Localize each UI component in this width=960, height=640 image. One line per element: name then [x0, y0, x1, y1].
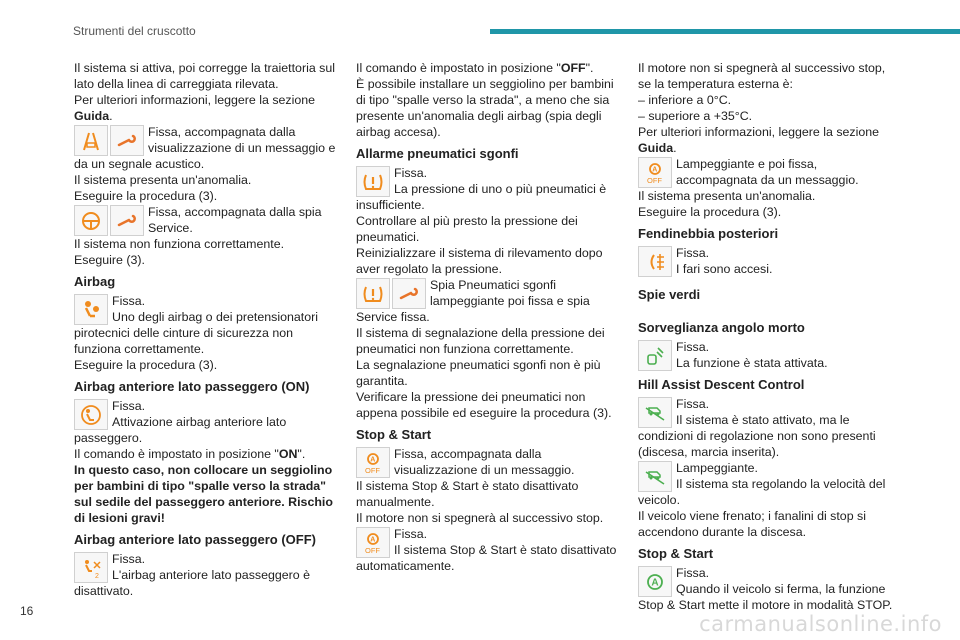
tyre-heading: Allarme pneumatici sgonfi — [356, 146, 519, 161]
passenger-airbag-off-icon — [74, 552, 108, 583]
green-lights-heading: Spie verdi — [638, 287, 701, 302]
more-info: Per ulteriori informazioni, leggere la sezione Guida. — [638, 125, 880, 155]
svg-text:A: A — [370, 536, 376, 543]
rear-fog-entry: Fissa. I fari sono accesi. — [638, 245, 900, 277]
svg-text:A: A — [370, 456, 376, 463]
lane-intro: Il sistema si attiva, poi corregge la traiettoria sul lato della linea di carreggiata rilevata. — [74, 61, 336, 91]
tyre-fault-entry: Spia Pneumatici sgonfi lampeggiante poi fissa e spia Service fissa. — [356, 278, 590, 324]
steering-wheel-icon — [74, 205, 108, 236]
stop-start-off-icon — [638, 157, 672, 188]
svg-text:A: A — [651, 577, 659, 588]
blind-spot-icon — [638, 340, 672, 371]
stop-start-off-icon — [356, 527, 390, 558]
airbag-icon — [74, 294, 108, 325]
lane-service-entry: Fissa, accompagnata dalla spia Service. — [74, 204, 336, 236]
header-accent-bar — [490, 29, 960, 34]
service-wrench-icon — [392, 278, 426, 309]
lane-departure-icon — [74, 125, 108, 156]
hadc-active-entry: Fissa. Il sistema è stato attivato, ma le condizioni di regolazione non sono presenti (discesa, marcia inserita). — [638, 397, 876, 459]
blind-spot-entry: Fissa. La funzione è stata attivata. — [638, 339, 900, 371]
watermark: carmanualsonline.info — [699, 612, 942, 636]
stop-start-off-icon — [356, 447, 390, 478]
airbag-on-entry: Fissa. Attivazione airbag anteriore lato passeggero. — [74, 399, 287, 445]
off-command: Il comando è impostato in posizione "OFF". — [356, 61, 594, 75]
hill-descent-icon — [638, 461, 672, 492]
section-title: Strumenti del cruscotto — [73, 24, 196, 38]
stop-start-fault-entry: A OFF Lampeggiante e poi fissa, accompagnata da un messaggio. — [638, 156, 900, 188]
rear-fog-heading: Fendinebbia posteriori — [638, 226, 779, 241]
blind-spot-heading: Sorveglianza angolo morto — [638, 320, 805, 335]
service-wrench-icon — [110, 205, 144, 236]
hill-descent-icon — [638, 397, 672, 428]
column-3: Il motore non si spegnerà al successivo stop, se la temperatura esterna è: – inferiore a 0°C. – superiore a +35°C. Per ulteriori informazioni, leggere la sezione Guida. A OFF Lampeggiante e poi fissa, accompagnata da un messaggio. Il sistema presenta un'anomalia. Eseguire la procedura (3). Fendinebbia posteriori Fissa. I fari sono accesi. Spie verdi Sorveglianza angolo morto Fissa. La funzione è stata attivata. Hill Assist Descent Control Fissa. Il sistema è stato attivato, ma le condizioni di regolazione non sono presenti (discesa, marcia inserita). Lampeggiante. Il sistema sta regolando la velocità del veicolo. Il veicolo viene frenato; i fanalini di stop si accendono durante la discesa. Stop & Start A Fissa. Quando il veicolo si ferma, la funzione Stop & Start mette il motore in modalità STOP. — [638, 60, 900, 613]
tyre-entry: Fissa. La pressione di uno o più pneumatici è insufficiente. — [356, 166, 607, 212]
svg-text:OFF: OFF — [647, 175, 662, 184]
hadc-heading: Hill Assist Descent Control — [638, 377, 805, 392]
more-info: Per ulteriori informazioni, leggere la sezione Guida. — [74, 93, 316, 123]
stop-start-auto-entry: A OFF Fissa. Il sistema Stop & Start è stato disattivato automaticamente. — [356, 527, 617, 573]
page-header — [0, 0, 960, 40]
airbag-on-heading: Airbag anteriore lato passeggero (ON) — [74, 379, 310, 394]
svg-text:A: A — [652, 166, 658, 173]
column-1: Il sistema si attiva, poi corregge la traiettoria sul lato della linea di carreggiata rilevata. Per ulteriori informazioni, leggere la sezione Guida. Fissa, accompagnata dalla visualizzazione di un messaggio e da un segnale acustico. Il sistema presenta un'anomalia. Eseguire la procedura (3). Fissa, accompagnata dalla spia Service. Il sistema non funziona correttamente. Eseguire (3). Airbag Fissa. Uno degli airbag o dei pretensionatori pirotecnici delle cinture di sicurezza non funziona correttamente. Eseguire la procedura (3). Airbag anteriore lato passeggero (ON) Fissa. Attivazione airbag anteriore lato passeggero. Il comando è impostato in posizione "ON". In questo caso, non collocare un seggiolino per bambini di tipo "spalle verso la strada" sul sedile del passeggero anteriore. Rischio di lesioni gravi! Airbag anteriore lato passeggero (OFF) 2 Fissa. L'airbag anteriore lato passeggero è disattivato. — [74, 61, 336, 598]
stop-start-green-heading: Stop & Start — [638, 546, 714, 561]
stop-start-heading: Stop & Start — [356, 427, 432, 442]
stop-start-active-entry: A Fissa. Quando il veicolo si ferma, la funzione Stop & Start mette il motore in modalità STOP. — [638, 566, 893, 612]
airbag-on-command: Il comando è impostato in posizione "ON". — [74, 447, 306, 461]
stop-start-manual-entry: A OFF Fissa, accompagnata dalla visualizzazione di un messaggio. — [356, 446, 618, 478]
airbag-off-heading: Airbag anteriore lato passeggero (OFF) — [74, 532, 316, 547]
rear-fog-lamp-icon — [638, 246, 672, 277]
svg-text:OFF: OFF — [365, 465, 380, 474]
svg-text:2: 2 — [95, 572, 99, 579]
airbag-entry: Fissa. Uno degli airbag o dei pretensionatori pirotecnici delle cinture di sicurezza non funziona correttamente. — [74, 294, 318, 356]
airbag-on-warning: In questo caso, non collocare un seggiolino per bambini di tipo "spalle verso la strada" sul sedile del passeggero anteriore. Rischio di lesioni gravi! — [74, 463, 333, 525]
tyre-pressure-icon — [356, 166, 390, 197]
hadc-regulating-entry: Lampeggiante. Il sistema sta regolando la velocità del veicolo. — [638, 461, 886, 507]
airbag-heading: Airbag — [74, 274, 116, 289]
page-number: 16 — [20, 604, 34, 618]
svg-text:OFF: OFF — [365, 545, 380, 554]
service-wrench-icon — [110, 125, 144, 156]
stop-start-active-icon — [638, 566, 672, 597]
tyre-pressure-icon — [356, 278, 390, 309]
column-2: Il comando è impostato in posizione "OFF". È possibile installare un seggiolino per bambini di tipo "spalle verso la strada", a meno che sia presente un'anomalia degli airbag (spia degli airbag accesa). Allarme pneumatici sgonfi Fissa. La pressione di uno o più pneumatici è insufficiente. Controllare al più presto la pressione dei pneumatici. Reinizializzare il sistema di rilevamento dopo aver regolato la pressione. Spia Pneumatici sgonfi lampeggiante poi fissa e spia Service fissa. Il sistema di segnalazione della pressione dei pneumatici non funziona correttamente. La segnalazione pneumatici sgonfi non è più garantita. Verificare la pressione dei pneumatici non appena possibile ed eseguire la procedura (3). Stop & Start A OFF Fissa, accompagnata dalla visualizzazione di un messaggio. Il sistema Stop & Start è stato disattivato manualmente. Il motore non si spegnerà al successivo stop. A OFF Fissa. Il sistema Stop & Start è stato disattivato automaticamente. — [356, 61, 617, 573]
passenger-airbag-on-icon — [74, 399, 108, 430]
airbag-off-entry: 2 Fissa. L'airbag anteriore lato passeggero è disattivato. — [74, 552, 310, 598]
lane-warning-entry: Fissa, accompagnata dalla visualizzazione di un messaggio e da un segnale acustico. — [74, 125, 336, 171]
